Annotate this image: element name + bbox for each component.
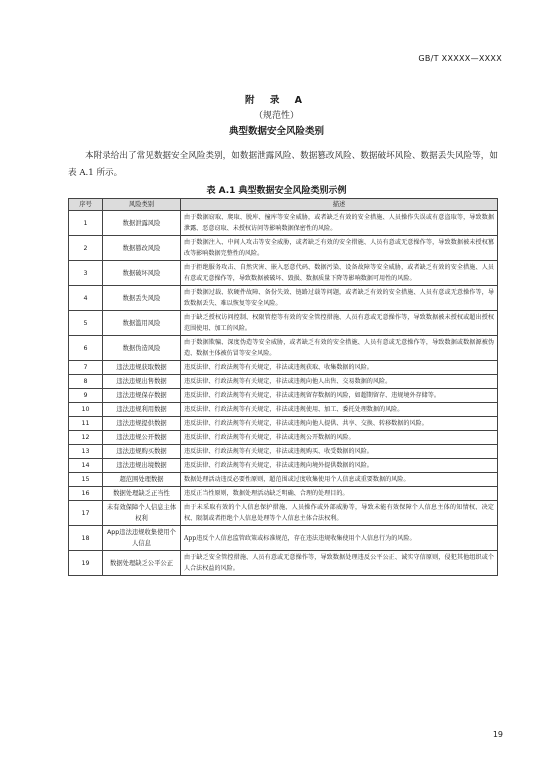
- row-risk-type: 数据滥用风险: [103, 311, 181, 336]
- row-risk-type: 未有效保障个人信息主体权利: [103, 501, 181, 526]
- row-number: 14: [69, 459, 103, 473]
- table-row: [69, 261, 498, 286]
- row-description: 违反法律、行政法规等有关规定，非法或违规使用、加工、委托处理数据的风险。: [181, 403, 498, 417]
- row-number: 8: [69, 375, 103, 389]
- page-number: 19: [492, 730, 503, 739]
- header-desc: 描述: [181, 199, 498, 211]
- row-description: 违反法律、行政法规等有关规定，非法或违规公开数据的风险。: [181, 431, 498, 445]
- row-risk-type: 超范围处理数据: [103, 473, 181, 487]
- table-title: 表 A.1 典型数据安全风险类别示例: [206, 186, 347, 196]
- row-number: 13: [69, 445, 103, 459]
- row-description: 由于数据注入、中间人攻击等安全威胁，或者缺乏有效的安全措施、人员有意或无意操作等，导致数据被未授权篡改等影响数据完整性的风险。: [181, 236, 498, 261]
- table-row: [69, 336, 498, 361]
- row-description: 由于数据窃取、爬取、脱库、撞库等安全威胁，或者缺乏有效的安全措施、人员操作失误或有意盗取等，导致数据泄露、恶意窃取、未授权访问等影响数据保密性的风险。: [181, 211, 498, 236]
- appendix-nature: （规范性）: [253, 111, 299, 121]
- table-row: [69, 361, 498, 375]
- row-number: 17: [69, 501, 103, 526]
- table-row: [69, 389, 498, 403]
- intro-paragraph: 本附录给出了常见数据安全风险类别，如数据泄露风险、数据篡改风险、数据破坏风险、数据丢失风险等，如表 A.1 所示。: [68, 151, 498, 178]
- row-risk-type: 违法违规出境数据: [103, 459, 181, 473]
- row-risk-type: 违法违规保存数据: [103, 389, 181, 403]
- appendix-title: 典型数据安全风险类别: [228, 126, 324, 137]
- row-risk-type: 违法违规提供数据: [103, 417, 181, 431]
- row-number: 9: [69, 389, 103, 403]
- table-row: [69, 375, 498, 389]
- table-row: [69, 473, 498, 487]
- row-description: App违反个人信息监管政策或标准规范，存在违法违规收集使用个人信息行为的风险。: [181, 526, 498, 551]
- table-row: [69, 417, 498, 431]
- row-description: 由于缺乏授权访问控制、权限管控等有效的安全管控措施、人员有意或无意操作等，导致数据被未授权或超出授权范围使用、加工的风险。: [181, 311, 498, 336]
- row-number: 12: [69, 431, 103, 445]
- row-description: 由于未采取有效的个人信息保护措施、人员操作或外部威胁等，导致未能有效保障个人信息主体的知情权、决定权、限制或者拒绝个人信息处理等个人信息主体合法权利。: [181, 501, 498, 526]
- row-description: 违反法律、行政法规等有关规定，非法或违规留存数据的风险，如超期留存、违规境外存储等。: [181, 389, 498, 403]
- table-row: [69, 526, 498, 551]
- row-number: 5: [69, 311, 103, 336]
- row-risk-type: App违法违规收集使用个人信息: [103, 526, 181, 551]
- standard-number: GB/T XXXXX—XXXX: [418, 54, 502, 63]
- row-risk-type: 数据处理缺乏公平公正: [103, 551, 181, 576]
- row-number: 15: [69, 473, 103, 487]
- header-no: 序号: [69, 199, 103, 211]
- row-description: 由于数据欺骗、深度伪造等安全威胁，或者缺乏有效的安全措施、人员有意或无意操作等，导致数据或数据源被伪造、数据主体被仿冒等安全风险。: [181, 336, 498, 361]
- table-row: [69, 459, 498, 473]
- row-risk-type: 违法违规出售数据: [103, 375, 181, 389]
- table-row: [69, 403, 498, 417]
- row-number: 3: [69, 261, 103, 286]
- row-risk-type: 数据丢失风险: [103, 286, 181, 311]
- row-number: 4: [69, 286, 103, 311]
- table-row: [69, 286, 498, 311]
- table-body: [69, 211, 498, 576]
- row-description: 违反法律、行政法规等有关规定，非法或违规购买、收受数据的风险。: [181, 445, 498, 459]
- row-number: 19: [69, 551, 103, 576]
- row-number: 2: [69, 236, 103, 261]
- table-row: [69, 551, 498, 576]
- appendix-label: 附 录 A: [245, 95, 308, 106]
- row-description: 违反法律、行政法规等有关规定，非法或违规向境外提供数据的风险。: [181, 459, 498, 473]
- table-row: [69, 487, 498, 501]
- row-risk-type: 数据篡改风险: [103, 236, 181, 261]
- row-description: 由于缺乏安全管控措施、人员有意或无意操作等，导致数据处理违反公平公正、诚实守信原则，侵犯其他组织或个人合法权益的风险。: [181, 551, 498, 576]
- row-number: 18: [69, 526, 103, 551]
- row-number: 1: [69, 211, 103, 236]
- table-row: [69, 431, 498, 445]
- row-number: 11: [69, 417, 103, 431]
- table-header-row: [69, 199, 498, 211]
- row-number: 6: [69, 336, 103, 361]
- row-risk-type: 数据处理缺乏正当性: [103, 487, 181, 501]
- table-row: [69, 236, 498, 261]
- table-row: [69, 501, 498, 526]
- table-row: [69, 211, 498, 236]
- row-risk-type: 违法违规利用数据: [103, 403, 181, 417]
- row-description: 数据处理活动违反必要性原则，超范围或过度收集使用个人信息或重要数据的风险。: [181, 473, 498, 487]
- header-type: 风险类别: [103, 199, 181, 211]
- row-risk-type: 数据伪造风险: [103, 336, 181, 361]
- row-description: 违反法律、行政法规等有关规定，非法或违规向他人出售、交易数据的风险。: [181, 375, 498, 389]
- risk-category-table: [68, 198, 498, 576]
- row-risk-type: 违法违规购买数据: [103, 445, 181, 459]
- row-number: 10: [69, 403, 103, 417]
- row-description: 违反正当性原则，数据处理活动缺乏明确、合理的处理目的。: [181, 487, 498, 501]
- row-risk-type: 数据破坏风险: [103, 261, 181, 286]
- row-risk-type: 违法违规公开数据: [103, 431, 181, 445]
- row-number: 16: [69, 487, 103, 501]
- row-number: 7: [69, 361, 103, 375]
- table-row: [69, 311, 498, 336]
- row-risk-type: 数据泄露风险: [103, 211, 181, 236]
- table-row: [69, 445, 498, 459]
- row-description: 违反法律、行政法规等有关规定，非法或违规获取、收集数据的风险。: [181, 361, 498, 375]
- row-description: 由于拒绝服务攻击、自然灾害、嵌入恶意代码、数据污染、设备故障等安全威胁，或者缺乏有效的安全措施、人员有意或无意操作等，导致数据被破坏、毁损、数据质量下降等影响数据可用性的风险。: [181, 261, 498, 286]
- row-risk-type: 违法违规获取数据: [103, 361, 181, 375]
- row-description: 违反法律、行政法规等有关规定，非法或违规向他人提供、共享、交换、转移数据的风险。: [181, 417, 498, 431]
- row-description: 由于数据过载、软硬件故障、备份失效、链路过载等问题，或者缺乏有效的安全措施、人员有意或无意操作等，导致数据丢失、难以恢复等安全风险。: [181, 286, 498, 311]
